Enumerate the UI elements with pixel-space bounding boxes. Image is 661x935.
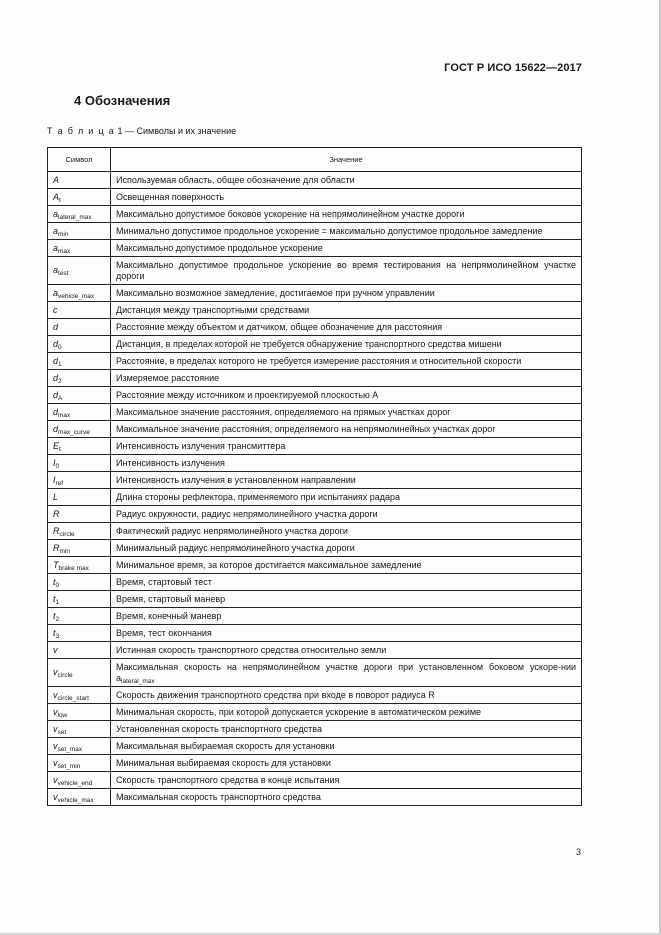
meaning-cell <box>111 687 582 704</box>
meaning-text: Минимальное время, за которое достигается максимальное замедление <box>116 559 422 570</box>
table-row <box>48 240 582 257</box>
meaning-text: Максимально возможное замедление, достигаемое при ручном управлении <box>116 287 435 298</box>
symbol-letter: a <box>53 208 59 219</box>
symbol-cell <box>48 336 111 353</box>
meaning-text: Минимальная скорость, при которой допускается ускорение в автоматическом режиме <box>116 706 482 717</box>
meaning-text: Максимально допустимое продольное ускорение <box>116 242 323 253</box>
meaning-text: Установленная скорость транспортного средства <box>116 723 322 734</box>
symbol-letter: d <box>53 406 59 417</box>
symbol-cell <box>48 772 111 789</box>
symbol-subscript: lateral_max <box>58 213 92 221</box>
symbol-subscript: vehicle_end <box>57 779 93 787</box>
meaning-text: Максимальная скорость на непрямолинейном участке дороги при установленном боковом ускоре-нии a <box>116 661 576 683</box>
meaning-cell <box>111 206 582 223</box>
symbol-cell <box>48 172 111 189</box>
symbol-cell <box>48 206 111 223</box>
symbol-letter: A <box>53 174 60 185</box>
table-row <box>48 421 582 438</box>
symbol-cell <box>48 738 111 755</box>
meaning-cell <box>111 240 582 257</box>
table-row <box>48 206 582 223</box>
table-row <box>48 302 582 319</box>
symbol-cell <box>48 438 111 455</box>
table-row <box>48 257 582 285</box>
table-row <box>48 704 582 721</box>
table-row <box>48 319 582 336</box>
meaning-cell <box>111 387 582 404</box>
symbol-letter: c <box>53 304 58 315</box>
symbol-cell <box>48 642 111 659</box>
symbol-cell <box>48 319 111 336</box>
symbol-subscript: 1 <box>55 598 60 606</box>
symbol-subscript: vehicle_max <box>58 292 95 300</box>
symbol-subscript: 1 <box>58 360 62 368</box>
symbol-cell <box>48 755 111 772</box>
meaning-cell <box>111 540 582 557</box>
table-row <box>48 438 582 455</box>
symbol-subscript: set_max <box>57 745 83 753</box>
table-body <box>48 172 582 806</box>
table-row <box>48 591 582 608</box>
table-row <box>48 353 582 370</box>
symbol-letter: d <box>53 321 59 332</box>
table-caption <box>47 126 236 136</box>
meaning-text: Фактический радиус непрямолинейного участка дороги <box>116 525 348 536</box>
meaning-text: Интенсивность излучения в установленном направлении <box>116 474 356 485</box>
meaning-cell <box>111 285 582 302</box>
meaning-cell <box>111 642 582 659</box>
meaning-cell <box>111 472 582 489</box>
symbol-cell <box>48 387 111 404</box>
meaning-cell <box>111 370 582 387</box>
meaning-cell <box>111 336 582 353</box>
symbol-letter: d <box>53 372 59 383</box>
page-number: 3 <box>576 847 582 857</box>
symbol-letter: v <box>53 774 58 785</box>
meaning-text: Максимальная скорость транспортного средства <box>116 791 321 802</box>
table-row <box>48 557 582 574</box>
symbol-cell <box>48 240 111 257</box>
symbol-letter: v <box>53 706 58 717</box>
table-row <box>48 523 582 540</box>
symbol-subscript: brake max <box>58 564 89 572</box>
meaning-text: Расстояние, в пределах которого не требуется измерение расстояния и относительной скорости <box>116 355 522 366</box>
meaning-cell <box>111 755 582 772</box>
meaning-cell <box>111 574 582 591</box>
meaning-cell <box>111 172 582 189</box>
symbol-letter: R <box>53 542 60 553</box>
meaning-cell <box>111 738 582 755</box>
symbol-letter: v <box>53 667 58 677</box>
symbol-letter: t <box>53 576 56 587</box>
table-row <box>48 574 582 591</box>
symbol-letter: a <box>53 287 59 298</box>
symbol-subscript: set <box>57 728 67 736</box>
symbol-cell <box>48 404 111 421</box>
table-caption-text: — Символы и их значение <box>122 126 237 136</box>
table-row <box>48 625 582 642</box>
meaning-text: Длина стороны рефлектора, применяемого при испытаниях радара <box>116 491 401 502</box>
table-row <box>48 285 582 302</box>
table-row <box>48 540 582 557</box>
symbol-subscript: 2 <box>58 377 62 385</box>
symbol-cell <box>48 472 111 489</box>
table-row <box>48 789 582 806</box>
symbol-cell <box>48 421 111 438</box>
meaning-text: Расстояние между объектом и датчиком, общее обозначение для расстояния <box>116 321 443 332</box>
meaning-cell <box>111 189 582 206</box>
symbol-letter: L <box>53 491 59 502</box>
meaning-text: Максимальное значение расстояния, определяемого на прямых участках дорог <box>116 406 451 417</box>
meaning-cell <box>111 302 582 319</box>
meaning-cell <box>111 421 582 438</box>
meaning-text: Время, стартовый маневр <box>116 593 226 604</box>
meaning-cell <box>111 557 582 574</box>
symbol-letter: d <box>53 389 59 400</box>
symbol-cell <box>48 189 111 206</box>
table-row <box>48 642 582 659</box>
meaning-cell <box>111 659 582 687</box>
symbol-subscript: max <box>58 411 71 419</box>
meaning-text: Используемая область, общее обозначение для области <box>116 174 355 185</box>
symbol-letter: v <box>53 644 58 655</box>
symbol-letter: a <box>53 242 59 253</box>
meaning-cell <box>111 721 582 738</box>
meaning-text: Интенсивность излучения <box>116 457 225 468</box>
symbol-subscript: max <box>58 247 71 255</box>
symbol-letter: t <box>53 627 56 638</box>
symbol-subscript: 3 <box>55 632 60 640</box>
symbol-cell <box>48 557 111 574</box>
symbol-letter: v <box>53 791 58 802</box>
symbol-subscript: circle <box>57 672 73 679</box>
meaning-cell <box>111 489 582 506</box>
meaning-cell <box>111 257 582 285</box>
meaning-cell <box>111 608 582 625</box>
symbol-subscript: t <box>59 445 61 453</box>
table-row <box>48 489 582 506</box>
table-row <box>48 721 582 738</box>
table-row <box>48 172 582 189</box>
header-meaning: Значение <box>111 148 582 172</box>
symbol-letter: T <box>53 559 59 570</box>
meaning-text: Дистанция между транспортными средствами <box>116 304 310 315</box>
table-row <box>48 608 582 625</box>
meaning-text: Максимальное значение расстояния, определяемого на непрямолинейных участках дорог <box>116 423 496 434</box>
table-row <box>48 659 582 687</box>
symbol-letter: t <box>53 593 56 604</box>
symbol-cell <box>48 506 111 523</box>
symbol-cell <box>48 704 111 721</box>
symbol-subscript: low <box>57 711 68 719</box>
meaning-text: Интенсивность излучения трансмиттера <box>116 440 286 451</box>
symbol-letter: v <box>53 723 58 734</box>
symbol-cell <box>48 370 111 387</box>
symbol-subscript: min <box>59 547 70 555</box>
meaning-cell <box>111 625 582 642</box>
symbol-cell <box>48 789 111 806</box>
symbol-letter: A <box>53 191 60 202</box>
symbol-cell <box>48 455 111 472</box>
symbols-table <box>47 147 582 806</box>
symbol-letter: a <box>53 225 59 236</box>
symbol-subscript: min <box>58 230 69 238</box>
meaning-cell <box>111 438 582 455</box>
table-row <box>48 472 582 489</box>
symbol-subscript: circle_start <box>57 694 89 702</box>
symbol-cell <box>48 489 111 506</box>
meaning-text: Истинная скорость транспортного средства относительно земли <box>116 644 387 655</box>
symbol-subscript: 0 <box>55 581 60 589</box>
table-row <box>48 738 582 755</box>
table-row <box>48 455 582 472</box>
meaning-cell <box>111 704 582 721</box>
symbol-subscript: 0 <box>55 462 60 470</box>
symbol-subscript: 0 <box>58 343 62 351</box>
meaning-cell <box>111 455 582 472</box>
symbol-letter: d <box>53 338 59 349</box>
meaning-text: Минимальный радиус непрямолинейного участка дороги <box>116 542 355 553</box>
table-row <box>48 506 582 523</box>
symbol-letter: a <box>53 265 59 275</box>
symbol-letter: v <box>53 757 58 768</box>
symbol-cell <box>48 625 111 642</box>
meaning-cell <box>111 319 582 336</box>
symbol-subscript: circle <box>59 530 75 538</box>
table-caption-number: 1 <box>117 126 123 136</box>
symbol-subscript: vehicle_max <box>57 796 94 804</box>
meaning-text: Максимальная выбираемая скорость для установки <box>116 740 335 751</box>
meaning-text: Минимально допустимое продольное ускорение = максимально допустимое продольное замедление <box>116 225 543 236</box>
meaning-cell <box>111 404 582 421</box>
meaning-text: Скорость движения транспортного средства при входе в поворот радиуса R <box>116 689 435 700</box>
table-row <box>48 687 582 704</box>
symbol-cell <box>48 659 111 687</box>
header-symbol: Символ <box>48 148 111 172</box>
meaning-text: Скорость транспортного средства в конце испытания <box>116 774 340 785</box>
symbol-cell <box>48 285 111 302</box>
symbol-subscript: max_curve <box>58 428 90 436</box>
meaning-text: Время, стартовый тест <box>116 576 212 587</box>
meaning-text: Минимальная выбираемая скорость для установки <box>116 757 331 768</box>
meaning-text: Радиус окружности, радиус непрямолинейного участка дороги <box>116 508 378 519</box>
symbol-subscript: ref <box>55 479 64 487</box>
symbol-letter: I <box>53 457 56 468</box>
meaning-text: Освещенная поверхность <box>116 191 225 202</box>
table-row <box>48 370 582 387</box>
meaning-cell <box>111 353 582 370</box>
meaning-cell <box>111 223 582 240</box>
table-row <box>48 336 582 353</box>
meaning-cell <box>111 506 582 523</box>
symbol-letter: t <box>53 610 56 621</box>
meaning-text: Расстояние между источником и проектируемой плоскостью А <box>116 389 379 400</box>
symbol-letter: d <box>53 423 59 434</box>
meaning-subscript: lateral_max <box>121 677 155 685</box>
symbol-letter: I <box>53 474 56 485</box>
table-row <box>48 189 582 206</box>
symbol-letter: R <box>53 525 60 536</box>
symbol-cell <box>48 257 111 285</box>
table-row <box>48 772 582 789</box>
symbol-cell <box>48 302 111 319</box>
symbol-letter: R <box>53 508 60 519</box>
table-row <box>48 404 582 421</box>
symbol-cell <box>48 608 111 625</box>
meaning-cell <box>111 591 582 608</box>
table-row <box>48 755 582 772</box>
symbol-subscript: t <box>59 196 61 204</box>
symbol-subscript: 2 <box>55 615 60 623</box>
meaning-text: Максимально допустимое продольное ускорение во время тестирования на непрямолинейном участке дороги <box>116 259 576 281</box>
meaning-text: Дистанция, в пределах которой не требуется обнаружение транспортного средства мишени <box>116 338 502 349</box>
section-title: 4 Обозначения <box>74 93 171 108</box>
meaning-text: Максимально допустимое боковое ускорение на непрямолинейном участке дороги <box>116 208 465 219</box>
meaning-cell <box>111 772 582 789</box>
symbol-cell <box>48 687 111 704</box>
symbol-letter: d <box>53 355 59 366</box>
table-caption-label: Т а б л и ц а <box>47 126 115 136</box>
symbol-cell <box>48 353 111 370</box>
table-row <box>48 387 582 404</box>
symbol-letter: E <box>53 440 60 451</box>
table-row <box>48 223 582 240</box>
meaning-text: Время, тест окончания <box>116 627 212 638</box>
meaning-cell <box>111 523 582 540</box>
symbol-letter: v <box>53 689 58 700</box>
meaning-cell <box>111 789 582 806</box>
symbol-cell <box>48 223 111 240</box>
symbol-cell <box>48 574 111 591</box>
symbol-cell <box>48 540 111 557</box>
symbol-cell <box>48 523 111 540</box>
symbol-subscript: set_min <box>57 762 81 770</box>
symbol-subscript: A <box>58 394 63 402</box>
table-header-row <box>48 148 582 172</box>
symbol-subscript: test <box>58 270 69 277</box>
meaning-text: Измеряемое расстояние <box>116 372 220 383</box>
symbol-letter: v <box>53 740 58 751</box>
symbol-cell <box>48 721 111 738</box>
meaning-text: Время, конечный маневр <box>116 610 222 621</box>
standard-code: ГОСТ Р ИСО 15622—2017 <box>444 62 582 74</box>
symbol-cell <box>48 591 111 608</box>
